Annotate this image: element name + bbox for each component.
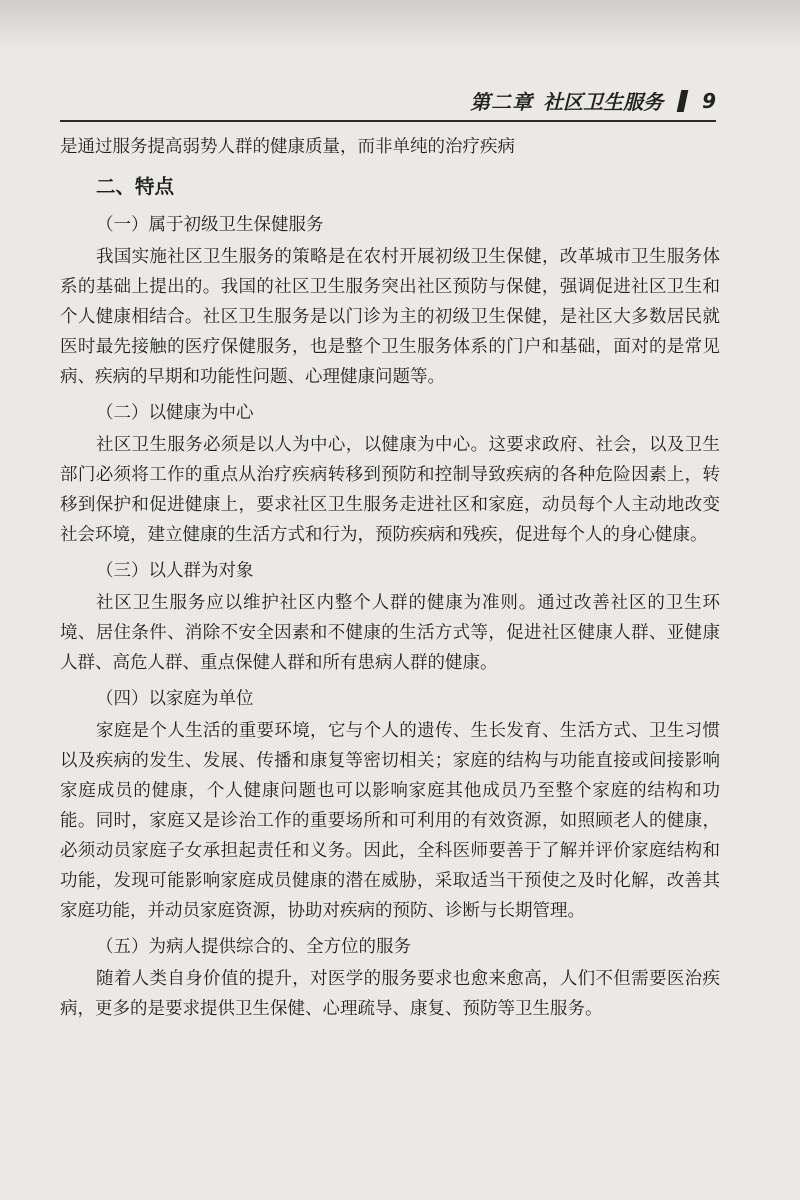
subsection-heading-4: （四）以家庭为单位 xyxy=(96,689,254,709)
chapter-label: 第二章 xyxy=(470,90,534,114)
subsection-heading-2: （二）以健康为中心 xyxy=(96,403,254,423)
lead-paragraph: 是通过服务提高弱势人群的健康质量，而非单纯的治疗疾病 xyxy=(60,137,515,157)
header-bar-mark xyxy=(677,90,689,112)
subsection-heading-5: （五）为病人提供综合的、全方位的服务 xyxy=(96,937,411,957)
subsection-paragraph-4: 家庭是个人生活的重要环境，它与个人的遗传、生长发育、生活方式、卫生习惯以及疾病的发生、发展、传播和康复等密切相关；家庭的结构与功能直接或间接影响家庭成员的健康，个人健康问题也可以影响家庭其他成员乃至整个家庭的结构和功能。同时，家庭又是诊治工作的重要场所和可利用的有效资源，如照顾老人的健康，必须动员家庭子女承担起责任和义务。因此，全科医师要善于了解并评价家庭结构和功能，发现可能影响家庭成员健康的潜在威胁，采取适当干预使之及时化解，改善其家庭功能，并动员家庭资源，协助对疾病的预防、诊断与长期管理。 xyxy=(60,721,720,921)
subsection-paragraph-2: 社区卫生服务必须是以人为中心，以健康为中心。这要求政府、社会，以及卫生部门必须将工作的重点从治疗疾病转移到预防和控制导致疾病的各种危险因素上，转移到保护和促进健康上，要求社区卫生服务走进社区和家庭，动员每个人主动地改变社会环境，建立健康的生活方式和行为，预防疾病和残疾，促进每个人的身心健康。 xyxy=(60,435,720,545)
subsection-heading-3: （三）以人群为对象 xyxy=(96,561,254,581)
page-top-edge xyxy=(0,0,800,48)
running-header xyxy=(60,80,716,122)
page-number: 9 xyxy=(702,88,716,113)
subsection-paragraph-5: 随着人类自身价值的提升，对医学的服务要求也愈来愈高，人们不但需要医治疾病，更多的是要求提供卫生保健、心理疏导、康复、预防等卫生服务。 xyxy=(60,969,720,1019)
chapter-title: 社区卫生服务 xyxy=(543,90,664,114)
page-body xyxy=(60,132,720,1028)
section-title: 二、特点 xyxy=(96,175,175,198)
subsection-paragraph-1: 我国实施社区卫生服务的策略是在农村开展初级卫生保健，改革城市卫生服务体系的基础上提出的。我国的社区卫生服务突出社区预防与保健，强调促进社区卫生和个人健康相结合。社区卫生服务是以门诊为主的初级卫生保健，是社区大多数居民就医时最先接触的医疗保健服务，也是整个卫生服务体系的门户和基础，面对的是常见病、疾病的早期和功能性问题、心理健康问题等。 xyxy=(60,247,720,387)
subsection-heading-1: （一）属于初级卫生保健服务 xyxy=(96,215,324,235)
header-row xyxy=(470,86,716,115)
subsection-paragraph-3: 社区卫生服务应以维护社区内整个人群的健康为准则。通过改善社区的卫生环境、居住条件、消除不安全因素和不健康的生活方式等，促进社区健康人群、亚健康人群、高危人群、重点保健人群和所有患病人群的健康。 xyxy=(60,593,720,673)
